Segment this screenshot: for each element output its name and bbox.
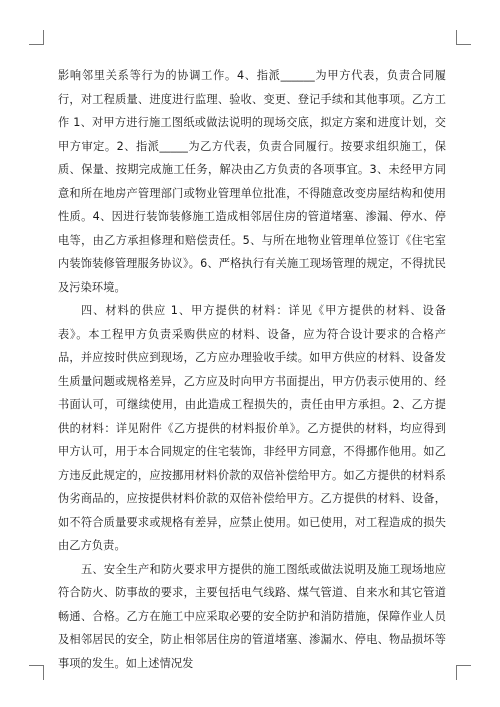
document-body — [58, 64, 446, 675]
crop-mark-bottom-right — [456, 665, 471, 680]
crop-mark-top-left — [29, 30, 44, 45]
paragraph-safety-fire: 五、安全生产和防火要求甲方提供的施工图纸或做法说明及施工现场地应符合防火、防事故的要求，主要包括电气线路、煤气管道、自来水和其它管道畅通、合格。乙方在施工中应采取必要的安全防护和消防措施，保障作业人员及相邻居民的安全，防止相邻居住房的管道堵塞、渗漏水、停电、物品损坏等事项的发生。如上述情况发 — [58, 562, 446, 670]
crop-mark-bottom-left — [29, 665, 44, 680]
crop-mark-top-right — [456, 30, 471, 45]
paragraph-continuation: 影响邻里关系等行为的协调工作。4、指派______为甲方代表，负责合同履行，对工程质量、进度进行监理、验收、变更、登记手续和其他事项。乙方工作 1、对甲方进行施工图纸或做法说明的现场交底，拟定方案和进度计划，交甲方审定。2、指派_____为乙方代表，负责合同履行。按要求组织施工，保质、保量、按期完成施工任务，解决由乙方负责的各项事宜。3、未经甲方同意和所在地房产管理部门或物业管理单位批准，不得随意改变房屋结构和使用性质。4、因进行装饰装修施工造成相邻居住房的管道堵塞、渗漏、停水、停电等，由乙方承担修理和赔偿责任。5、与所在地物业管理单位签订《住宅室内装饰装修管理服务协议》。6、严格执行有关施工现场管理的规定，不得扰民及污染环境。 — [58, 69, 446, 294]
paragraph-material-supply: 四、材料的供应 1、甲方提供的材料：详见《甲方提供的材料、设备表》。本工程甲方负责采购供应的材料、设备，应为符合设计要求的合格产品，并应按时供应到现场，乙方应办理验收手续。如甲方供应的材料、设备发生质量问题或规格差异，乙方应及时向甲方书面提出，甲方仍表示使用的、经书面认可，可继续使用，由此造成工程损失的，责任由甲方承担。2、乙方提供的材料：详见附件《乙方提供的材料报价单》。乙方提供的材料，均应得到甲方认可，用于本合同规定的住宅装饰，非经甲方同意，不得挪作他用。如乙方违反此规定的，应按挪用材料价款的双倍补偿给甲方。如乙方提供的材料系伪劣商品的，应按提供材料价款的双倍补偿给甲方。乙方提供的材料、设备，如不符合质量要求或规格有差异，应禁止使用。如已使用，对工程造成的损失由乙方负责。 — [58, 304, 446, 552]
